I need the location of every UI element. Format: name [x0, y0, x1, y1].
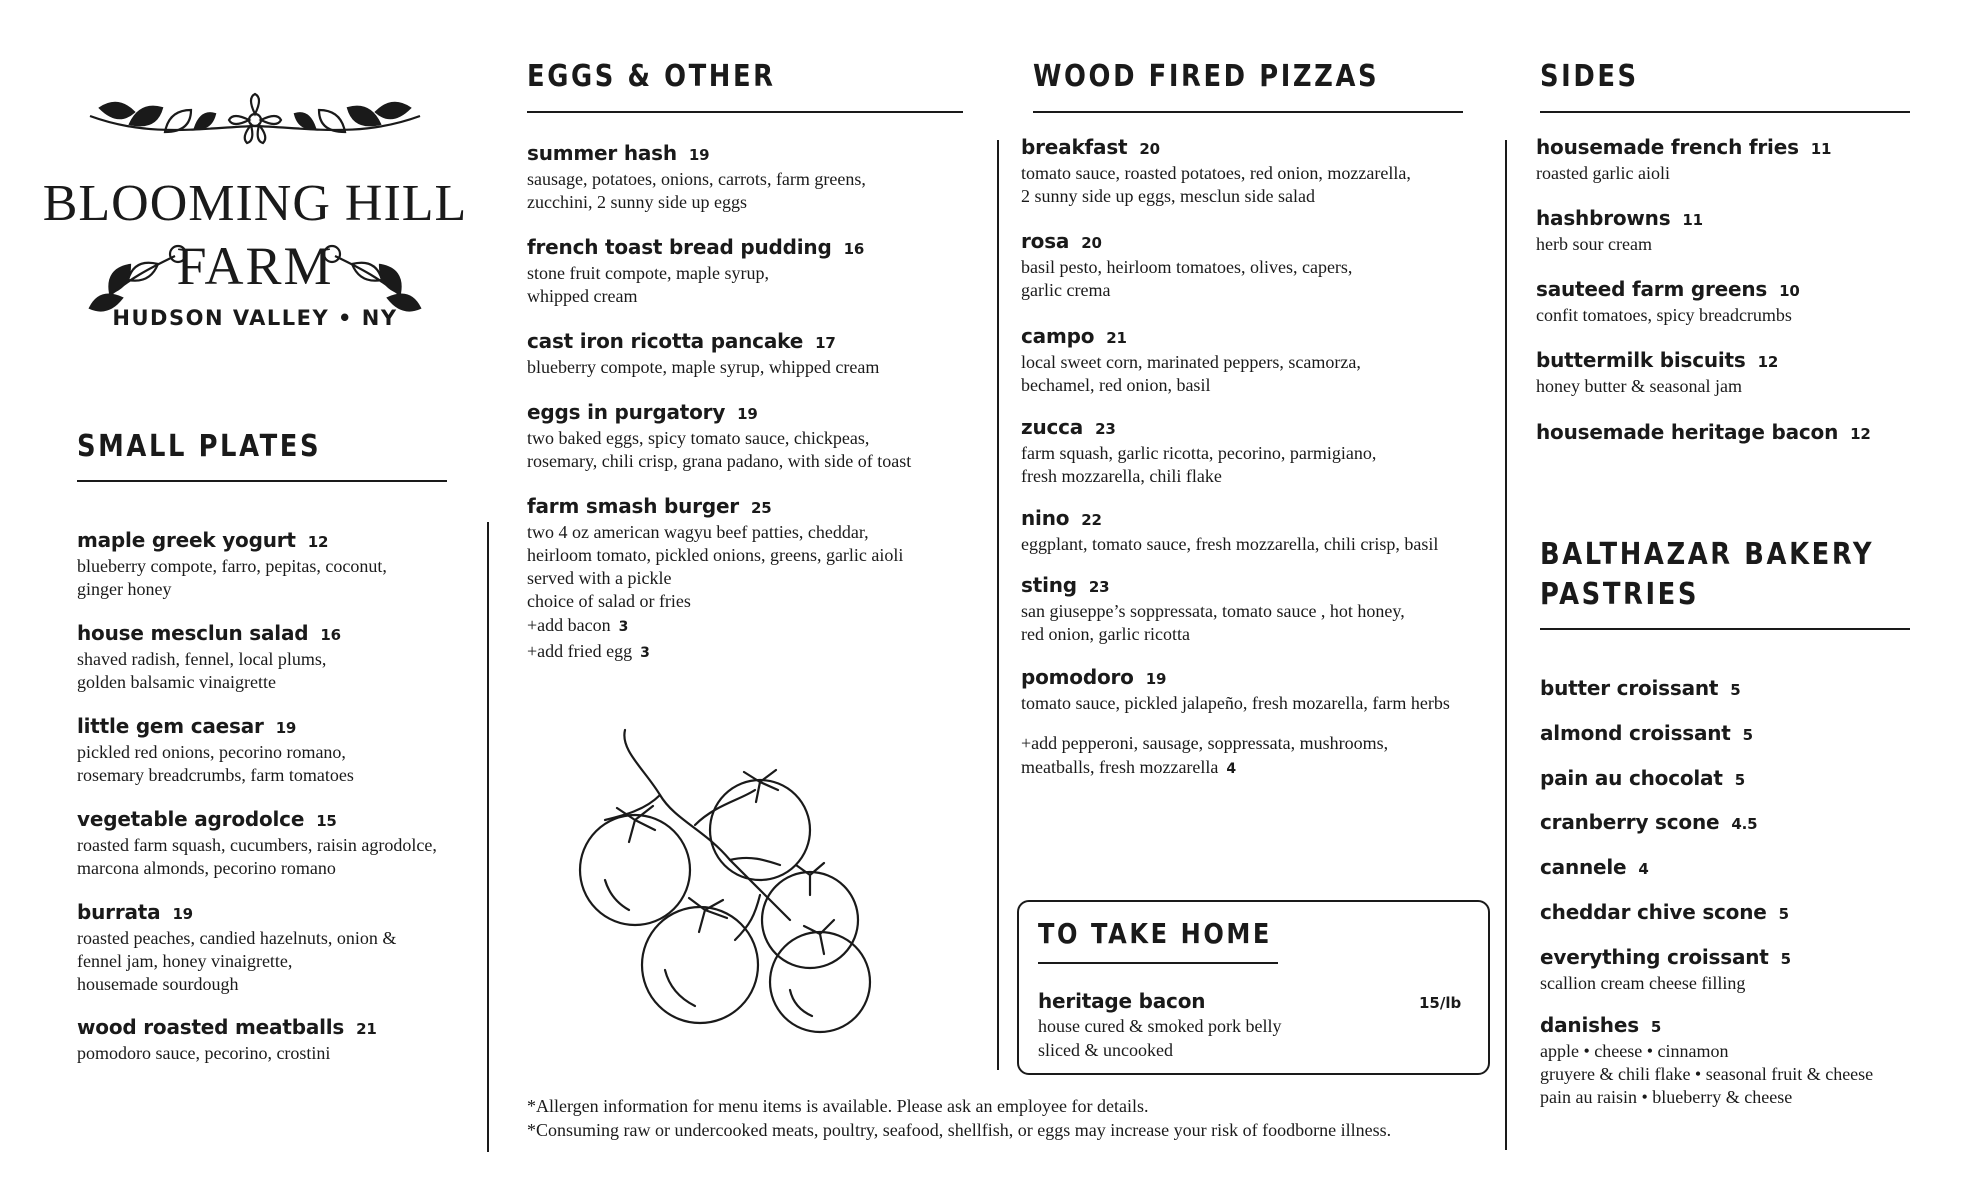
item-price: 23	[1088, 578, 1110, 596]
item-name: house mesclun salad	[77, 621, 309, 645]
item-description: apple • cheese • cinnamon gruyere & chili flake • seasonal fruit & cheese pain au raisin • blueberry & cheese	[1540, 1041, 1874, 1107]
item-price: 4.5	[1731, 815, 1758, 833]
item-name: cannele	[1540, 855, 1627, 879]
eggs-other-rule	[527, 111, 963, 113]
item-description: basil pesto, heirloom tomatoes, olives, capers, garlic crema	[1021, 257, 1353, 300]
sides-rule	[1540, 111, 1910, 113]
item-price: 21	[1106, 329, 1127, 347]
item-name: maple greek yogurt	[77, 528, 296, 552]
item-price: 19	[172, 905, 193, 923]
addon-text-line1: +add pepperoni, sausage, soppressata, mushrooms,	[1021, 733, 1389, 753]
take-home-rule	[1038, 962, 1278, 964]
brand-name-line2: FARM	[176, 236, 334, 296]
item-name: pomodoro	[1021, 665, 1134, 689]
menu-item	[1540, 1012, 1960, 1109]
item-description: honey butter & seasonal jam	[1536, 376, 1742, 396]
item-price: 19	[688, 146, 710, 164]
item-price: 5	[1780, 950, 1791, 968]
item-name: eggs in purgatory	[527, 400, 726, 424]
item-name: housemade heritage bacon	[1536, 420, 1839, 444]
item-description: farm squash, garlic ricotta, pecorino, parmigiano, fresh mozzarella, chili flake	[1021, 443, 1377, 486]
item-description: tomato sauce, roasted potatoes, red onion, mozzarella, 2 sunny side up eggs, mesclun side salad	[1021, 163, 1411, 206]
menu-item	[1021, 414, 1501, 488]
menu-item	[1021, 228, 1501, 302]
item-name: cast iron ricotta pancake	[527, 329, 804, 353]
addon-text-line2: meatballs, fresh mozzarella	[1021, 757, 1219, 777]
addon-list	[527, 613, 987, 665]
menu-item	[1021, 505, 1501, 556]
item-price: 19	[275, 719, 297, 737]
item-price: 15	[316, 812, 337, 830]
eggs-other-title: EGGS & OTHER	[527, 59, 776, 94]
menu-item	[1536, 205, 1956, 256]
menu-item	[1536, 419, 1956, 447]
item-name: zucca	[1021, 415, 1084, 439]
item-name: summer hash	[527, 141, 677, 165]
item-description: pickled red onions, pecorino romano, rosemary breadcrumbs, farm tomatoes	[77, 742, 354, 785]
item-name: sting	[1021, 573, 1077, 597]
menu-item	[77, 620, 487, 694]
item-description: two baked eggs, spicy tomato sauce, chickpeas, rosemary, chili crisp, grana padano, with side of toast	[527, 428, 912, 471]
addon-price: 4	[1226, 761, 1237, 777]
addon-price: 3	[618, 619, 629, 635]
item-price: 16	[320, 626, 341, 644]
addon-item: +add fried egg 3	[527, 641, 650, 661]
item-name: danishes	[1540, 1013, 1639, 1037]
brand-location: HUDSON VALLEY • NY	[112, 306, 398, 330]
item-name: rosa	[1021, 229, 1070, 253]
pastries-title-line1: BALTHAZAR BAKERY	[1540, 537, 1875, 572]
menu-item	[527, 140, 987, 214]
item-description: san giuseppe’s soppressata, tomato sauce , hot honey, red onion, garlic ricotta	[1021, 601, 1405, 644]
item-name: wood roasted meatballs	[77, 1015, 345, 1039]
menu-item	[1540, 899, 1960, 927]
brand-name-line1: BLOOMING HILL	[42, 175, 468, 232]
item-name: housemade french fries	[1536, 135, 1799, 159]
item-price: 12	[1850, 425, 1871, 443]
column-divider	[487, 522, 489, 1152]
menu-item	[1540, 765, 1960, 793]
menu-item	[527, 234, 987, 308]
item-name: french toast bread pudding	[527, 235, 832, 259]
item-description: roasted farm squash, cucumbers, raisin agrodolce, marcona almonds, pecorino romano	[77, 835, 437, 878]
column-divider	[1505, 140, 1507, 1150]
pizzas-rule	[1033, 111, 1463, 113]
item-price: 20	[1081, 234, 1102, 252]
item-price: 23	[1095, 420, 1116, 438]
take-home-item-name: heritage bacon	[1038, 989, 1206, 1013]
item-price: 5	[1650, 1018, 1662, 1036]
menu-item	[1540, 720, 1960, 748]
addon-price: 3	[640, 645, 650, 661]
consumption-warning: *Consuming raw or undercooked meats, poultry, seafood, shellfish, or eggs may increase your risk of foodborne illness.	[527, 1120, 1392, 1140]
menu-item	[1540, 944, 1960, 995]
item-price: 22	[1081, 511, 1102, 529]
item-name: little gem caesar	[77, 714, 264, 738]
menu-item	[527, 399, 987, 473]
menu-item	[77, 1014, 487, 1065]
item-name: campo	[1021, 324, 1095, 348]
item-price: 19	[1145, 670, 1167, 688]
item-description: local sweet corn, marinated peppers, scamorza, bechamel, red onion, basil	[1021, 352, 1361, 395]
tomato-vine-illustration	[565, 720, 915, 1040]
item-description: scallion cream cheese filling	[1540, 973, 1746, 993]
take-home-item-description: house cured & smoked pork belly sliced & uncooked	[1038, 1016, 1282, 1060]
item-name: cheddar chive scone	[1540, 900, 1767, 924]
item-description: tomato sauce, pickled jalapeño, fresh mozarella, farm herbs	[1021, 693, 1450, 713]
item-description: roasted garlic aioli	[1536, 163, 1670, 183]
tomato-vine-icon	[565, 720, 915, 1040]
item-name: sauteed farm greens	[1536, 277, 1768, 301]
menu-item	[1540, 854, 1960, 882]
item-price: 20	[1139, 140, 1160, 158]
item-description: eggplant, tomato sauce, fresh mozzarella, chili crisp, basil	[1021, 534, 1439, 554]
item-description: roasted peaches, candied hazelnuts, onion & fennel jam, honey vinaigrette, housemade sourdough	[77, 928, 397, 994]
item-price: 5	[1734, 771, 1745, 789]
menu-item	[1540, 809, 1960, 837]
item-price: 19	[737, 405, 758, 423]
menu-item	[527, 493, 987, 613]
item-name: almond croissant	[1540, 721, 1731, 745]
item-price: 12	[1757, 353, 1779, 371]
item-price: 4	[1638, 860, 1649, 878]
item-name: buttermilk biscuits	[1536, 348, 1746, 372]
item-price: 5	[1742, 726, 1753, 744]
allergen-note: *Allergen information for menu items is available. Please ask an employee for details.	[527, 1096, 1149, 1116]
menu-item	[1540, 675, 1960, 703]
item-description: shaved radish, fennel, local plums, golden balsamic vinaigrette	[77, 649, 327, 692]
item-price: 5	[1778, 905, 1789, 923]
addon-item: +add bacon 3	[527, 615, 629, 635]
item-description: blueberry compote, farro, pepitas, coconut, ginger honey	[77, 556, 387, 599]
menu-item	[1536, 347, 1956, 398]
item-price: 5	[1730, 681, 1741, 699]
pizza-addon	[1021, 731, 1501, 781]
menu-item	[1021, 134, 1501, 208]
take-home-title: TO TAKE HOME	[1038, 917, 1272, 950]
menu-item	[527, 328, 987, 379]
item-price: 16	[843, 240, 865, 258]
item-price: 10	[1779, 282, 1800, 300]
item-description: pomodoro sauce, pecorino, crostini	[77, 1043, 331, 1063]
item-name: cranberry scone	[1540, 810, 1720, 834]
item-name: burrata	[77, 900, 161, 924]
item-name: nino	[1021, 506, 1070, 530]
item-description: stone fruit compote, maple syrup, whipped cream	[527, 263, 769, 306]
pastries-rule	[1540, 628, 1910, 630]
item-name: hashbrowns	[1536, 206, 1671, 230]
menu-item	[77, 806, 487, 880]
item-name: vegetable agrodolce	[77, 807, 305, 831]
floral-logo-icon	[42, 88, 468, 348]
take-home-item-price: 15/lb	[1419, 994, 1462, 1012]
item-name: farm smash burger	[527, 494, 739, 518]
menu-item	[1536, 134, 1956, 185]
sides-title: SIDES	[1540, 59, 1639, 94]
menu-item	[77, 713, 487, 787]
item-name: pain au chocolat	[1540, 766, 1723, 790]
menu-item	[77, 899, 487, 996]
take-home-box	[1017, 900, 1490, 1075]
item-price: 17	[815, 334, 836, 352]
brand-logo	[42, 88, 468, 348]
item-price: 11	[1682, 211, 1703, 229]
item-price: 12	[307, 533, 329, 551]
item-name: butter croissant	[1540, 676, 1719, 700]
menu-item	[1536, 276, 1956, 327]
item-name: breakfast	[1021, 135, 1128, 159]
menu-item	[1021, 664, 1501, 715]
item-description: two 4 oz american wagyu beef patties, cheddar, heirloom tomato, pickled onions, greens, garlic aioli served with a pickle choice of salad or fries	[527, 522, 904, 611]
item-description: herb sour cream	[1536, 234, 1652, 254]
column-divider	[997, 140, 999, 1070]
item-price: 11	[1810, 140, 1832, 158]
item-price: 21	[356, 1020, 377, 1038]
item-description: sausage, potatoes, onions, carrots, farm greens, zucchini, 2 sunny side up eggs	[527, 169, 866, 212]
menu-item	[77, 527, 487, 601]
item-description: blueberry compote, maple syrup, whipped cream	[527, 357, 880, 377]
menu-item	[1021, 572, 1501, 646]
item-price: 25	[750, 499, 772, 517]
item-description: confit tomatoes, spicy breadcrumbs	[1536, 305, 1792, 325]
menu-item	[1021, 323, 1501, 397]
pastries-title-line2: PASTRIES	[1540, 577, 1700, 612]
small-plates-title: SMALL PLATES	[77, 429, 322, 464]
pizzas-title: WOOD FIRED PIZZAS	[1033, 59, 1380, 94]
item-name: everything croissant	[1540, 945, 1769, 969]
small-plates-rule	[77, 480, 447, 482]
